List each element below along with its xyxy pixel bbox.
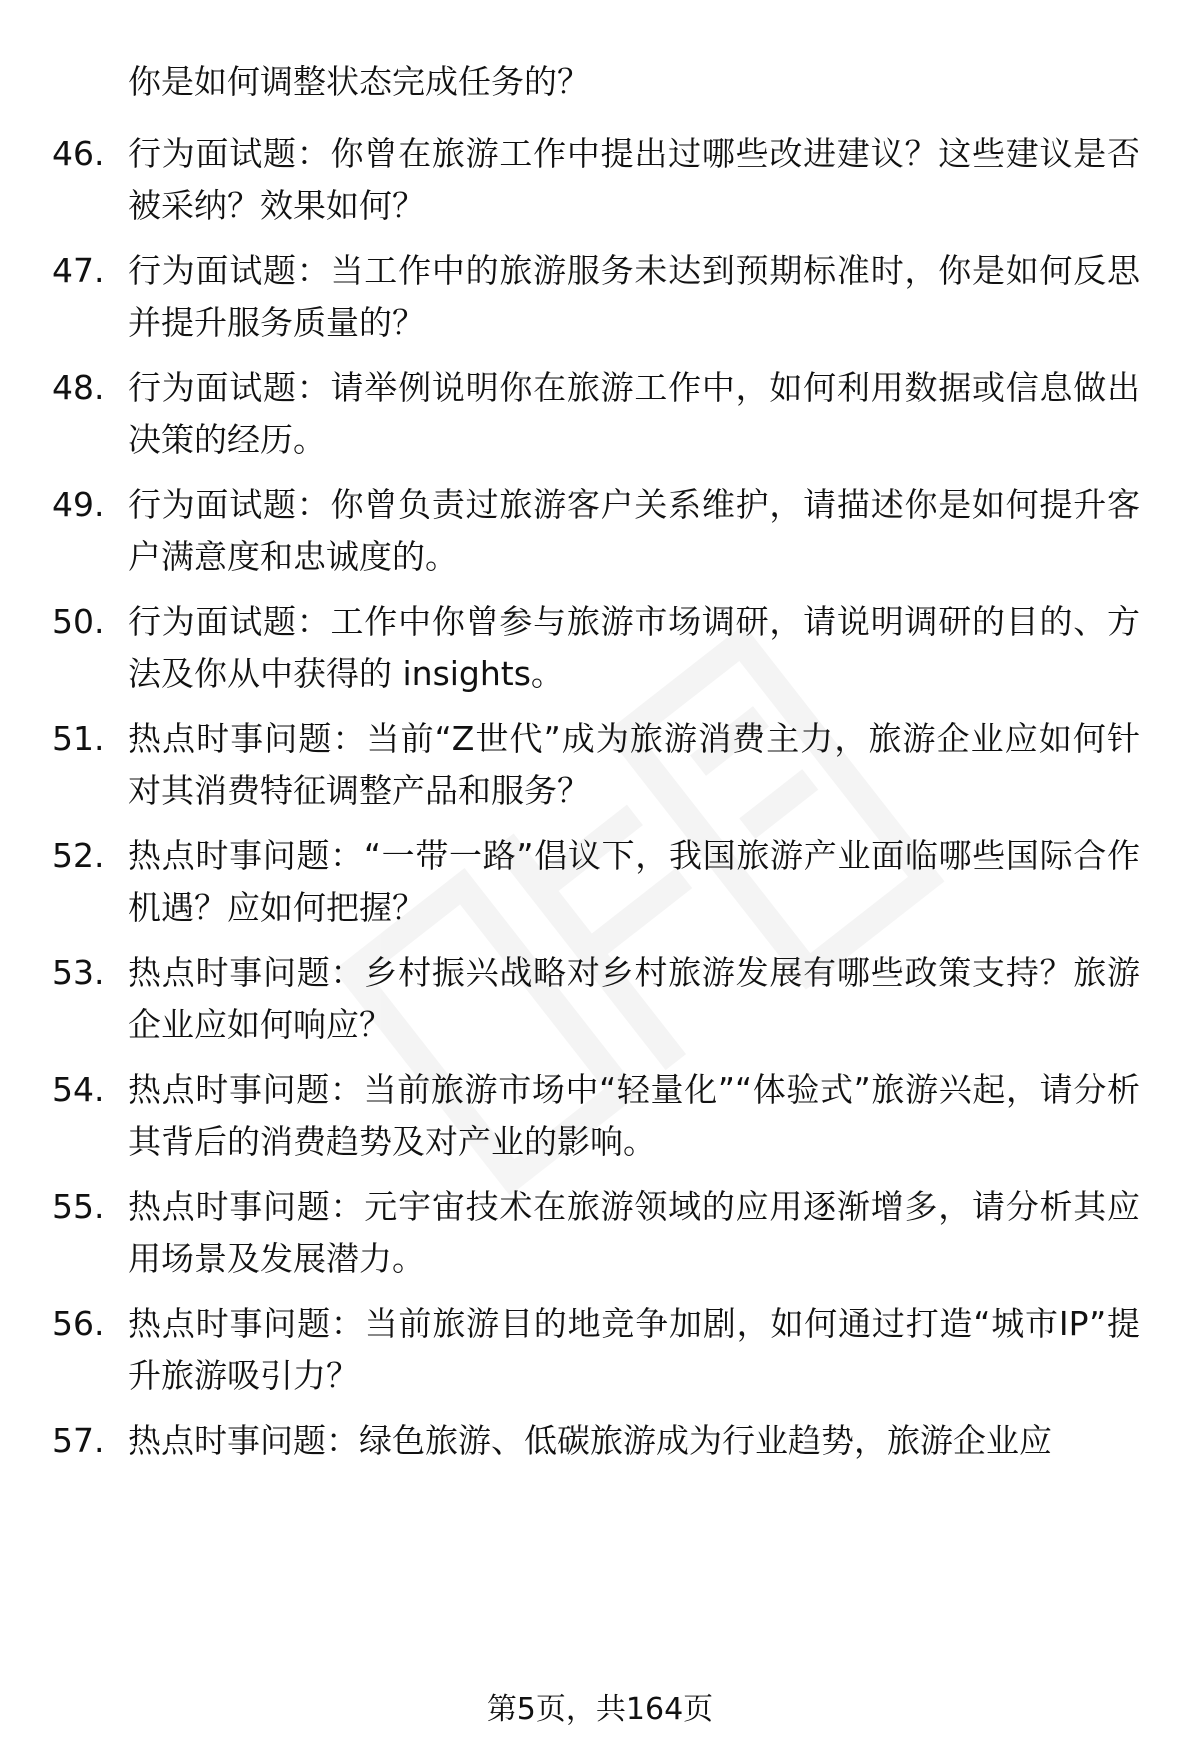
question-text: 热点时事问题：当前旅游市场中“轻量化”“体验式”旅游兴起，请分析其背后的消费趋势及对产业的影响。 [128, 1070, 1140, 1161]
question-text: 热点时事问题：当前“Z世代”成为旅游消费主力，旅游企业应如何针对其消费特征调整产品和服务？ [128, 719, 1140, 810]
list-item [0, 479, 1200, 589]
question-text: 行为面试题：请举例说明你在旅游工作中，如何利用数据或信息做出决策的经历。 [128, 368, 1140, 459]
question-text: 行为面试题：你曾负责过旅游客户关系维护，请描述你是如何提升客户满意度和忠诚度的。 [128, 485, 1140, 576]
list-item [0, 947, 1200, 1057]
question-text: 热点时事问题：绿色旅游、低碳旅游成为行业趋势，旅游企业应 [128, 1421, 1052, 1460]
question-text: 行为面试题：工作中你曾参与旅游市场调研，请说明调研的目的、方法及你从中获得的 insights。 [128, 602, 1140, 693]
question-text: 热点时事问题：“一带一路”倡议下，我国旅游产业面临哪些国际合作机遇？应如何把握？ [128, 836, 1140, 927]
continued-question-text: 你是如何调整状态完成任务的？ [128, 62, 590, 101]
list-item [0, 596, 1200, 706]
question-number: 47. [52, 251, 105, 290]
list-item [0, 245, 1200, 355]
question-text: 行为面试题：你曾在旅游工作中提出过哪些改进建议？这些建议是否被采纳？效果如何？ [128, 134, 1140, 225]
question-number: 53. [52, 953, 105, 992]
question-number: 51. [52, 719, 105, 758]
question-number: 55. [52, 1187, 105, 1226]
list-item [0, 1298, 1200, 1408]
question-number: 50. [52, 602, 105, 641]
question-number: 49. [52, 485, 105, 524]
list-item [0, 1064, 1200, 1174]
list-item [0, 1181, 1200, 1291]
list-item [0, 128, 1200, 238]
list-item [0, 1415, 1200, 1475]
question-number: 57. [52, 1421, 105, 1460]
list-item [0, 713, 1200, 823]
question-text: 热点时事问题：当前旅游目的地竞争加剧，如何通过打造“城市IP”提升旅游吸引力？ [128, 1304, 1140, 1395]
question-text: 行为面试题：当工作中的旅游服务未达到预期标准时，你是如何反思并提升服务质量的？ [128, 251, 1140, 342]
list-item [0, 830, 1200, 940]
page-footer: 第5页，共164页 [486, 1692, 714, 1727]
question-number: 48. [52, 368, 105, 407]
question-number: 46. [52, 134, 105, 173]
question-number: 54. [52, 1070, 105, 1109]
question-number: 56. [52, 1304, 105, 1343]
list-item [0, 362, 1200, 472]
question-number: 52. [52, 836, 105, 875]
question-text: 热点时事问题：乡村振兴战略对乡村旅游发展有哪些政策支持？旅游企业应如何响应？ [128, 953, 1140, 1044]
question-text: 热点时事问题：元宇宙技术在旅游领域的应用逐渐增多，请分析其应用场景及发展潜力。 [128, 1187, 1140, 1278]
